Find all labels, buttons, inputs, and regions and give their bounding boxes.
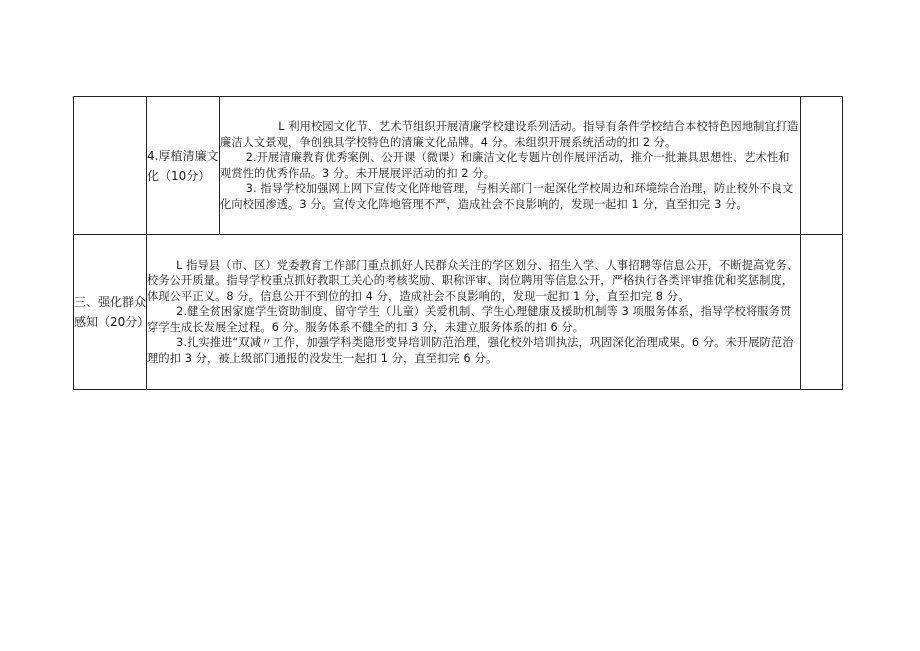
category-cell: [74, 97, 147, 235]
item-cell: 4.厚植清廉文化（10分）: [147, 97, 220, 235]
content-cell: [147, 235, 801, 390]
category-cell: 三、强化群众感知（20分）: [74, 235, 147, 390]
evaluation-table: [73, 96, 843, 390]
table-row: [74, 235, 843, 390]
table-row: [74, 97, 843, 235]
score-cell: [801, 235, 843, 390]
score-cell: [801, 97, 843, 235]
criterion-text: 2.健全贫困家庭学生资助制度、留守学生（儿童）关爱机制、学生心理健康及援助机制等 3 项服务体系，指导学校将服务贯穿学生成长发展全过程。6 分。服务体系不健全的扣 3 分，未建立服务体系的扣 6 分。: [147, 305, 792, 334]
criterion-text: 3.扎实推进“双减〃工作，加强学科类隐形变异培训防范治理，强化校外培训执法，巩固深化治理成果。6 分。未开展防范治理的扣 3 分，被上级部门通报的没发生一起扣 1 分，直至扣完 6 分。: [147, 336, 794, 365]
criterion-text: 3. 指导学校加强网上网下宣传文化阵地管理，与相关部门一起深化学校周边和环境综合治理，防止校外不良文化向校园渗透。3 分。宣传文化阵地管理不严，造成社会不良影响的，发现一起扣 1 分，直至扣完 3 分。: [220, 182, 794, 211]
criterion-text: L 利用校园文化节、艺术节组织开展清廉学校建设系列活动。指导有条件学校结合本校特色因地制宜打造廉洁人文景观，争创独具学校特色的清廉文化品牌。4 分。未组织开展系统活动的扣 2 分。: [220, 120, 799, 149]
criterion-text: 2.开展清廉教育优秀案例、公开课（微课）和廉洁文化专题片创作展评活动，推介一批兼具思想性、艺术性和观赏性的优秀作品。3 分。未开展展评活动的扣 2 分。: [220, 151, 790, 180]
content-cell: [220, 97, 801, 235]
criterion-text: L 指导县（市、区）党委教育工作部门重点抓好人民群众关注的学区划分、招生入学、人事招聘等信息公开，不断提高党务、校务公开质量。指导学校重点抓好教职工关心的考核奖励、职称评审、岗位聘用等信息公开，严格执行各类评审推优和奖惩制度，体现公平正义。8 分。信息公开不到位的扣 4 分，造成社会不良影响的，发现一起扣 1 分，直至扣完 8 分。: [147, 258, 799, 303]
